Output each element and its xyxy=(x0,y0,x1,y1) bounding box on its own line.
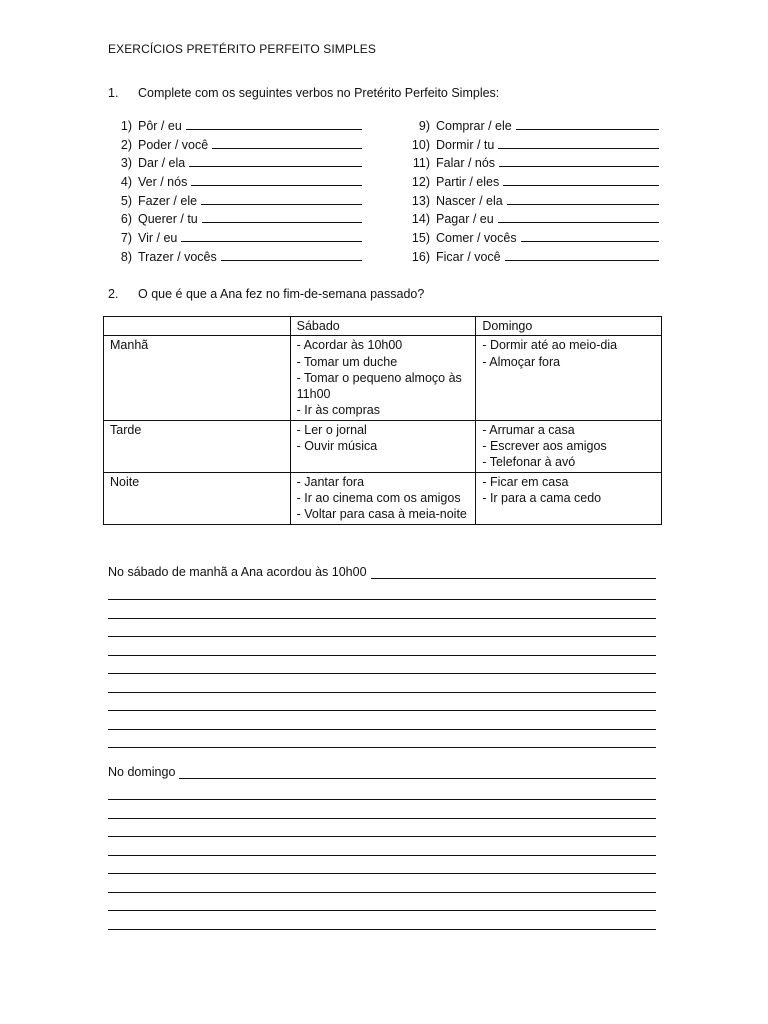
verb-item-number: 9) xyxy=(418,119,430,133)
verb-item-text: Pôr / eu xyxy=(138,119,182,133)
writing-lead-line[interactable] xyxy=(108,563,656,582)
writing-lead-text: No sábado de manhã a Ana acordou às 10h00 xyxy=(108,565,367,579)
verb-item xyxy=(404,210,659,229)
table-row xyxy=(104,336,662,420)
verb-item-number: 1) xyxy=(120,119,132,133)
answer-line[interactable] xyxy=(108,674,656,693)
page-title: EXERCÍCIOS PRETÉRITO PERFEITO SIMPLES xyxy=(108,42,376,56)
weekend-schedule-table xyxy=(103,316,662,525)
activity-item: - Ir ao cinema com os amigos xyxy=(296,490,461,505)
activity-item: - Dormir até ao meio-dia xyxy=(482,338,618,353)
verb-item xyxy=(404,192,659,211)
verb-item xyxy=(404,248,659,267)
verb-item xyxy=(106,210,362,229)
answer-line[interactable] xyxy=(108,600,656,619)
answer-blank[interactable] xyxy=(516,117,659,130)
verb-item xyxy=(404,229,659,248)
answer-line[interactable] xyxy=(108,711,656,730)
verb-item-number: 5) xyxy=(120,193,132,208)
verb-item-number: 10) xyxy=(411,137,430,152)
verb-item-text: Dormir / tu xyxy=(436,137,495,152)
verb-item xyxy=(106,117,362,136)
verb-item xyxy=(106,229,362,248)
activity-cell xyxy=(476,472,662,524)
verb-item-text: Poder / você xyxy=(138,137,209,152)
verb-item-number: 3) xyxy=(120,156,132,171)
answer-line[interactable] xyxy=(108,619,656,638)
answer-blank[interactable] xyxy=(498,136,659,149)
activity-item: - Almoçar fora xyxy=(482,354,561,369)
answer-blank[interactable] xyxy=(212,136,362,149)
activity-cell xyxy=(476,420,662,472)
exercise-1-heading xyxy=(108,86,499,100)
verb-item-number: 16) xyxy=(411,249,430,264)
period-label: Tarde xyxy=(104,420,291,472)
answer-blank[interactable] xyxy=(179,765,656,779)
verb-item-text: Falar / nós xyxy=(436,156,496,171)
exercise-2-question: O que é que a Ana fez no fim-de-semana passado? xyxy=(138,287,425,301)
verb-item-text: Dar / ela xyxy=(138,156,186,171)
answer-line[interactable] xyxy=(108,874,656,893)
verb-item-text: Pagar / eu xyxy=(436,212,494,227)
answer-blank[interactable] xyxy=(191,173,362,186)
table-header-row xyxy=(104,317,662,336)
answer-blank[interactable] xyxy=(202,210,362,223)
answer-blank[interactable] xyxy=(499,154,659,167)
table-row xyxy=(104,420,662,472)
answer-blank[interactable] xyxy=(189,154,362,167)
activity-item: - Ficar em casa xyxy=(482,474,569,489)
period-label: Noite xyxy=(104,472,291,524)
answer-line[interactable] xyxy=(108,819,656,838)
answer-line[interactable] xyxy=(108,800,656,819)
verb-item-text: Trazer / vocês xyxy=(138,249,217,264)
answer-line[interactable] xyxy=(108,856,656,875)
answer-blank[interactable] xyxy=(498,210,659,223)
answer-blank[interactable] xyxy=(201,192,362,205)
writing-lead-text: No domingo xyxy=(108,765,176,779)
answer-line[interactable] xyxy=(108,693,656,712)
activity-item: - Ler o jornal xyxy=(296,422,367,437)
activity-item: - Tomar o pequeno almoço às 11h00 xyxy=(296,370,462,402)
activity-item: - Ir para a cama cedo xyxy=(482,490,602,505)
verb-list-right xyxy=(404,117,659,267)
activity-cell xyxy=(476,336,662,420)
answer-blank[interactable] xyxy=(503,173,659,186)
activity-item: - Acordar às 10h00 xyxy=(296,338,403,353)
exercise-2-heading xyxy=(108,287,424,301)
verb-list-left xyxy=(106,117,362,267)
answer-blank[interactable] xyxy=(521,229,659,242)
answer-blank[interactable] xyxy=(221,248,362,261)
exercise-1-instruction: Complete com os seguintes verbos no Pretérito Perfeito Simples: xyxy=(138,86,500,100)
verb-item-text: Fazer / ele xyxy=(138,193,198,208)
verb-item-number: 2) xyxy=(120,137,132,152)
verb-item-number: 4) xyxy=(120,175,132,190)
activity-cell xyxy=(290,336,476,420)
answer-line[interactable] xyxy=(108,730,656,749)
verb-item-number: 12) xyxy=(411,175,430,190)
verb-item-number: 6) xyxy=(120,212,132,227)
activity-item: - Telefonar à avó xyxy=(482,455,576,470)
verb-item xyxy=(404,173,659,192)
writing-section-saturday xyxy=(108,563,656,748)
verb-item-number: 7) xyxy=(120,231,132,246)
verb-item xyxy=(106,192,362,211)
verb-item-text: Nascer / ela xyxy=(436,193,503,208)
table-header-cell: Sábado xyxy=(290,317,476,336)
verb-item xyxy=(404,154,659,173)
table-header-cell xyxy=(104,317,291,336)
answer-blank[interactable] xyxy=(181,229,362,242)
activity-item: - Escrever aos amigos xyxy=(482,439,607,454)
activity-item: - Ouvir música xyxy=(296,439,378,454)
verb-item-number: 11) xyxy=(412,156,430,171)
verb-item xyxy=(106,136,362,155)
verb-item xyxy=(106,173,362,192)
answer-line[interactable] xyxy=(108,582,656,601)
answer-line[interactable] xyxy=(108,637,656,656)
activity-item: - Arrumar a casa xyxy=(482,422,575,437)
verb-item xyxy=(106,154,362,173)
answer-line[interactable] xyxy=(108,911,656,930)
verb-item-text: Partir / eles xyxy=(436,175,500,190)
table-header-cell: Domingo xyxy=(476,317,662,336)
answer-blank[interactable] xyxy=(371,565,656,579)
verb-item-number: 14) xyxy=(411,212,430,227)
verb-item-text: Comprar / ele xyxy=(436,119,512,133)
verb-item-number: 15) xyxy=(411,231,430,246)
verb-item-text: Querer / tu xyxy=(138,212,198,227)
exercise-2-number: 2. xyxy=(108,287,119,301)
activity-item: - Jantar fora xyxy=(296,474,365,489)
exercise-1-number: 1. xyxy=(108,86,119,100)
verb-item-text: Ficar / você xyxy=(436,249,501,264)
verb-item-number: 13) xyxy=(411,193,430,208)
verb-item xyxy=(404,117,659,136)
verb-item xyxy=(106,248,362,267)
activity-item: - Tomar um duche xyxy=(296,354,398,369)
answer-blank[interactable] xyxy=(507,192,659,205)
answer-line[interactable] xyxy=(108,893,656,912)
verb-item-number: 8) xyxy=(120,249,132,264)
period-label: Manhã xyxy=(104,336,291,420)
verb-item-text: Vir / eu xyxy=(138,231,178,246)
table-row xyxy=(104,472,662,524)
answer-line[interactable] xyxy=(108,837,656,856)
writing-lead-line[interactable] xyxy=(108,763,656,782)
activity-cell xyxy=(290,472,476,524)
answer-blank[interactable] xyxy=(505,248,659,261)
writing-section-sunday xyxy=(108,763,656,930)
verb-item-text: Comer / vocês xyxy=(436,231,517,246)
answer-blank[interactable] xyxy=(186,117,362,130)
activity-item: - Voltar para casa à meia-noite xyxy=(296,507,467,522)
verb-item-text: Ver / nós xyxy=(138,175,188,190)
answer-line[interactable] xyxy=(108,656,656,675)
activity-item: - Ir às compras xyxy=(296,403,380,418)
activity-cell xyxy=(290,420,476,472)
verb-item xyxy=(404,136,659,155)
answer-line[interactable] xyxy=(108,782,656,801)
